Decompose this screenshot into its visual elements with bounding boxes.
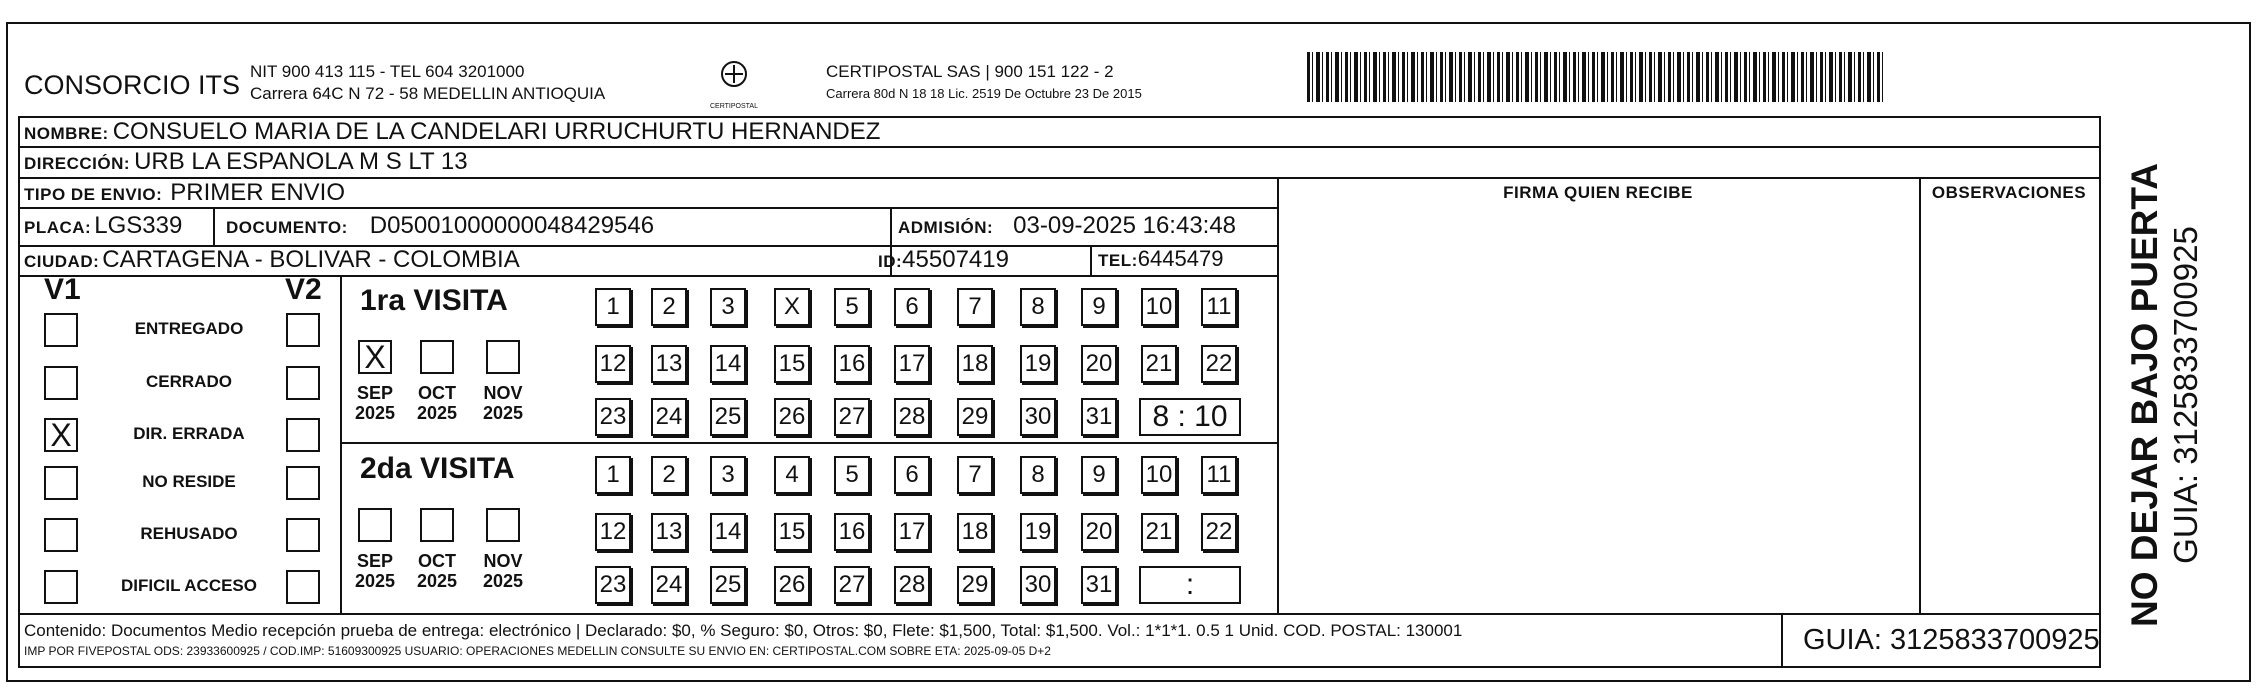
month-label: SEP 2025 [354,383,396,423]
carrier-name: CERTIPOSTAL SAS | 900 151 122 - 2 [826,62,1114,81]
footer-content: Contenido: Documentos Medio recepción prueba de entrega: electrónico | Declarado: $0, % Seguro: $0, Otros: $0, Flete: $1,500, Total: $1,500. Vol.: 1*1*1. 0.5 1 Unid. COD. POSTAL: 130001 [24,621,1463,640]
tel-row: TEL: 6445479 [1098,246,1224,271]
month-checkbox[interactable] [358,508,392,542]
footer-imp: IMP POR FIVEPOSTAL ODS: 23933600925 / COD.IMP: 51609300925 USUARIO: OPERACIONES MEDELLIN CONSULTE SU ENVIO EN: CERTIPOSTAL.COM SOBRE ETA: 2025-09-05 D+2 [24,644,1051,658]
day-box[interactable]: 18 [957,513,993,551]
side-line-2: GUIA: 3125833700925 [2167,226,2204,564]
visit-title: 2da VISITA [360,452,515,485]
day-box[interactable]: 19 [1020,513,1056,551]
admision-value: 03-09-2025 16:43:48 [1013,212,1237,239]
day-box[interactable]: 29 [957,566,993,604]
day-box[interactable]: 30 [1020,398,1056,436]
day-box[interactable]: 15 [774,345,810,383]
day-box[interactable]: 7 [957,456,993,494]
day-box[interactable]: 16 [834,513,870,551]
v2-checkbox[interactable] [286,418,320,452]
day-box[interactable]: 4 [774,456,810,494]
day-box[interactable]: 10 [1141,456,1177,494]
v2-checkbox[interactable] [286,518,320,552]
v2-label: V2 [285,273,322,306]
day-box[interactable]: 24 [651,566,687,604]
tipo-value: PRIMER ENVIO [170,179,345,206]
time-box[interactable]: : [1139,566,1241,604]
day-box[interactable]: 23 [595,566,631,604]
direccion-row: DIRECCIÓN: URB LA ESPANOLA M S LT 13 [24,148,468,175]
company-name: CONSORCIO ITS [24,70,241,100]
id-value: 45507419 [902,246,1009,273]
day-box[interactable]: 17 [894,345,930,383]
carrier-logo [706,58,762,110]
visit-title: 1ra VISITA [360,284,508,317]
day-box[interactable]: 3 [710,456,746,494]
v2-checkbox[interactable] [286,570,320,604]
day-box[interactable]: 28 [894,566,930,604]
month-label: NOV 2025 [482,551,524,591]
nombre-value: CONSUELO MARIA DE LA CANDELARI URRUCHURTU HERNANDEZ [112,118,881,145]
day-box[interactable]: 14 [710,513,746,551]
month-checkbox[interactable] [486,508,520,542]
time-box[interactable]: 8 : 10 [1139,398,1241,436]
v1-checkbox[interactable] [44,313,78,347]
day-box[interactable]: X [774,288,810,326]
day-box[interactable]: 31 [1081,566,1117,604]
day-box[interactable]: 26 [774,566,810,604]
documento-value: D05001000000048429546 [369,212,655,239]
month-label: NOV 2025 [482,383,524,423]
day-box[interactable]: 10 [1141,288,1177,326]
nombre-row: NOMBRE: CONSUELO MARIA DE LA CANDELARI URRUCHURTU HERNANDEZ [24,118,881,145]
day-box[interactable]: 12 [595,513,631,551]
day-box[interactable]: 6 [894,456,930,494]
day-box[interactable]: 13 [651,513,687,551]
status-label: ENTREGADO [134,319,244,338]
direccion-value: URB LA ESPANOLA M S LT 13 [134,148,468,175]
day-box[interactable]: 22 [1201,513,1237,551]
v2-checkbox[interactable] [286,466,320,500]
status-label: DIFICIL ACCESO [120,576,257,595]
day-box[interactable]: 14 [710,345,746,383]
month-checkbox[interactable]: X [358,340,392,374]
day-box[interactable]: 21 [1141,345,1177,383]
barcode [1307,52,1885,102]
company-address: Carrera 64C N 72 - 58 MEDELLIN ANTIOQUIA [250,84,606,103]
status-label: DIR. ERRADA [133,424,245,443]
carrier-license: Carrera 80d N 18 18 Lic. 2519 De Octubre 23 De 2015 [826,86,1142,101]
status-label: CERRADO [146,372,232,391]
day-box[interactable]: 12 [595,345,631,383]
day-box[interactable]: 31 [1081,398,1117,436]
month-label: OCT 2025 [416,383,458,423]
month-label: SEP 2025 [354,551,396,591]
v1-checkbox[interactable] [44,366,78,400]
day-box[interactable]: 5 [834,456,870,494]
month-checkbox[interactable] [420,340,454,374]
ciudad-row: CIUDAD: CARTAGENA - BOLIVAR - COLOMBIA [24,246,520,273]
v1-checkbox[interactable] [44,518,78,552]
day-box[interactable]: 2 [651,456,687,494]
day-box[interactable]: 11 [1201,456,1237,494]
day-box[interactable]: 30 [1020,566,1056,604]
day-box[interactable]: 7 [957,288,993,326]
day-box[interactable]: 22 [1201,345,1237,383]
v1-checkbox[interactable] [44,466,78,500]
ciudad-value: CARTAGENA - BOLIVAR - COLOMBIA [102,246,520,273]
day-box[interactable]: 1 [595,456,631,494]
day-box[interactable]: 16 [834,345,870,383]
id-row: ID: 45507419 [878,246,1009,273]
day-box[interactable]: 2 [651,288,687,326]
month-label: OCT 2025 [416,551,458,591]
observaciones-label: OBSERVACIONES [1931,183,2087,202]
day-box[interactable]: 19 [1020,345,1056,383]
side-line-1: NO DEJAR BAJO PUERTA [2124,163,2165,627]
day-box[interactable]: 13 [651,345,687,383]
day-box[interactable]: 21 [1141,513,1177,551]
status-label: NO RESIDE [142,472,236,491]
placa-row: PLACA: LGS339 [24,212,183,239]
day-box[interactable]: 8 [1020,456,1056,494]
day-box[interactable]: 17 [894,513,930,551]
day-box[interactable]: 25 [710,566,746,604]
status-label: REHUSADO [140,524,238,543]
day-box[interactable]: 9 [1081,456,1117,494]
day-box[interactable]: 25 [710,398,746,436]
v1-checkbox[interactable] [44,570,78,604]
day-box[interactable]: 28 [894,398,930,436]
day-box[interactable]: 3 [710,288,746,326]
day-box[interactable]: 1 [595,288,631,326]
day-box[interactable]: 20 [1081,345,1117,383]
day-box[interactable]: 27 [834,398,870,436]
v2-checkbox[interactable] [286,366,320,400]
day-box[interactable]: 5 [834,288,870,326]
day-box[interactable]: 26 [774,398,810,436]
day-box[interactable]: 9 [1081,288,1117,326]
v1-checkbox[interactable]: X [44,418,78,452]
day-box[interactable]: 11 [1201,288,1237,326]
placa-value: LGS339 [94,212,183,239]
day-box[interactable]: 15 [774,513,810,551]
v2-checkbox[interactable] [286,313,320,347]
documento-row: DOCUMENTO: D05001000000048429546 [226,212,655,239]
day-box[interactable]: 23 [595,398,631,436]
logo-caption: CERTIPOSTAL [710,103,758,110]
firma-label: FIRMA QUIEN RECIBE [1503,183,1693,202]
day-box[interactable]: 29 [957,398,993,436]
tel-value: 6445479 [1137,246,1224,271]
month-checkbox[interactable] [486,340,520,374]
day-box[interactable]: 27 [834,566,870,604]
day-box[interactable]: 6 [894,288,930,326]
day-box[interactable]: 18 [957,345,993,383]
day-box[interactable]: 20 [1081,513,1117,551]
side-warning [2123,95,2233,695]
footer-guia: GUIA: 3125833700925 [1803,624,2100,656]
v1-label: V1 [44,273,81,306]
tipo-row: TIPO DE ENVIO: PRIMER ENVIO [24,179,345,206]
day-box[interactable]: 8 [1020,288,1056,326]
month-checkbox[interactable] [420,508,454,542]
day-box[interactable]: 24 [651,398,687,436]
admision-row: ADMISIÓN: 03-09-2025 16:43:48 [898,212,1237,239]
company-nit: NIT 900 413 115 - TEL 604 3201000 [250,62,525,81]
